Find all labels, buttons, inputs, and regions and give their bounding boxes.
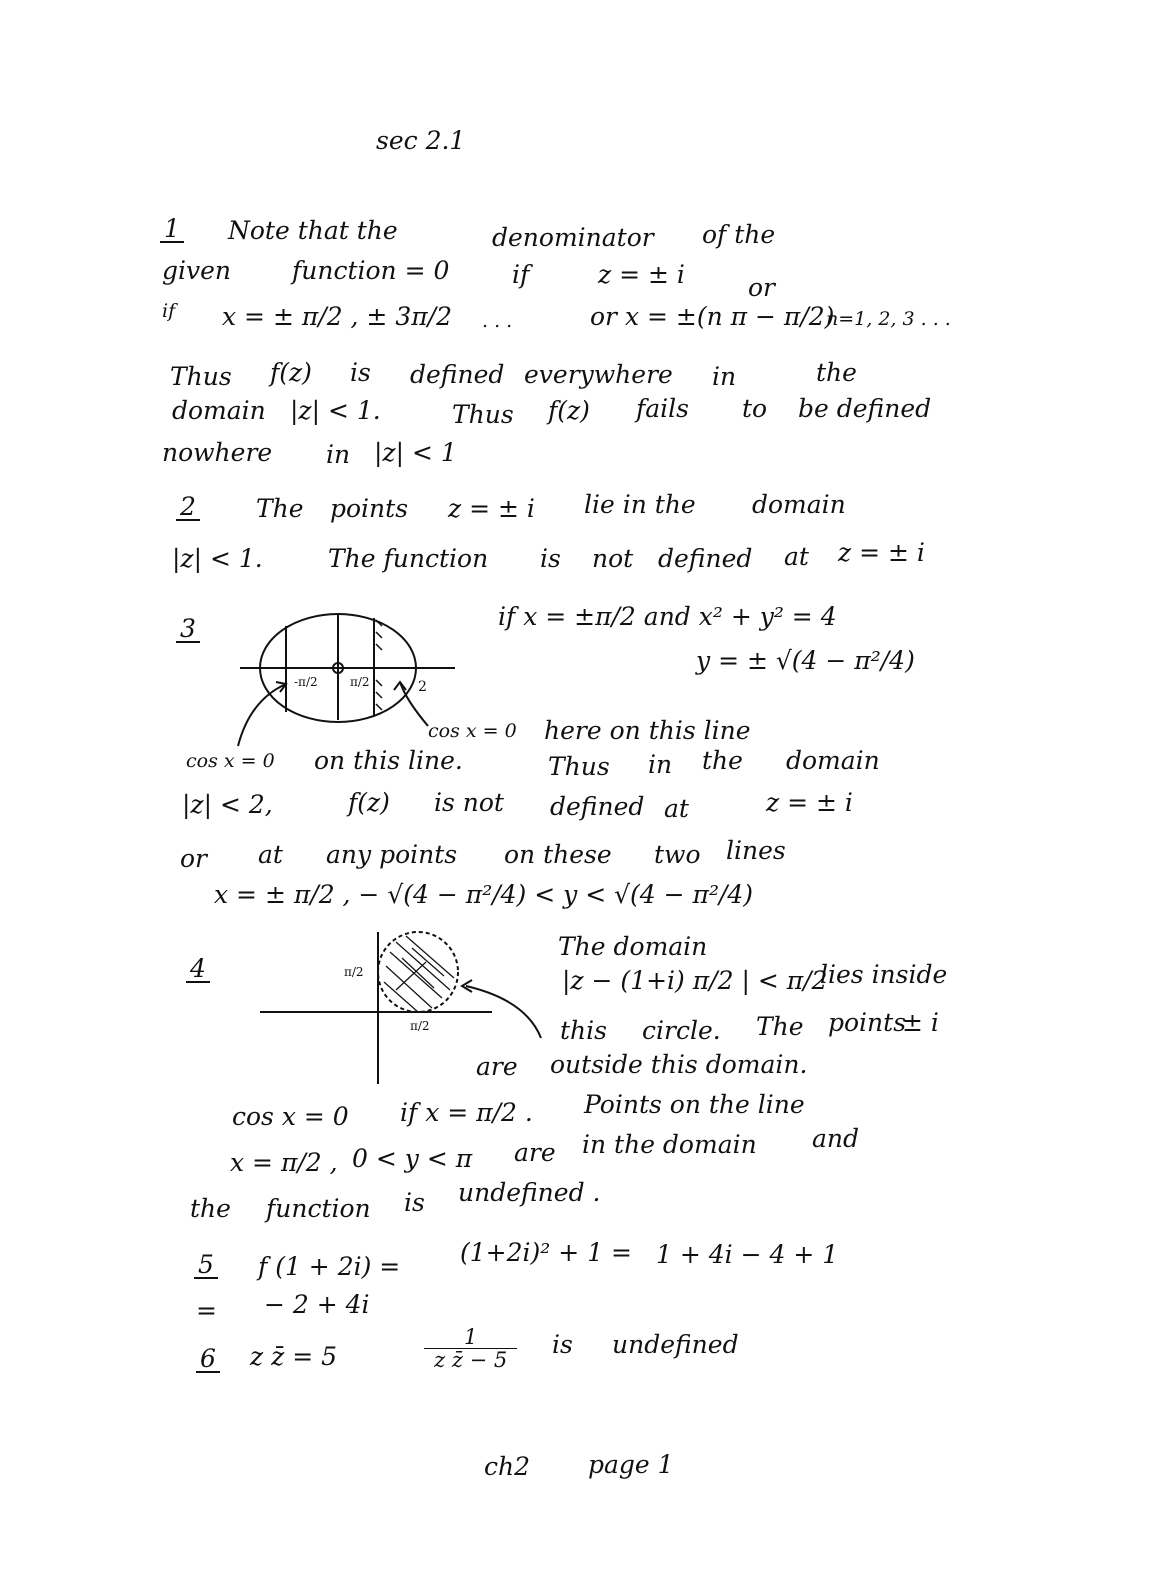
p1-text: . . . (482, 310, 513, 332)
p1-text: x = ± π/2 , ± 3π/2 (222, 302, 452, 331)
problem-6-number: 6 (196, 1346, 220, 1373)
p1-text: if (512, 260, 530, 289)
fig-label-x-pi-half: π/2 (410, 1019, 430, 1033)
p4-text: function (266, 1194, 371, 1223)
p3-text: z = ± i (766, 788, 853, 817)
p1-text: domain (172, 396, 266, 425)
p6-text: is (552, 1330, 573, 1359)
p6-equation: z z̄ = 5 (250, 1342, 338, 1371)
p4-domain-formula: |z − (1+i) π/2 | < π/2 (562, 966, 828, 995)
p2-text: defined (658, 544, 753, 573)
p3-condition: if x = ±π/2 and x² + y² = 4 (498, 602, 837, 631)
p4-text: x = π/2 , (230, 1148, 338, 1177)
p1-text: denominator (492, 223, 654, 252)
arrows-diagram (230, 670, 430, 750)
p1-text: if (162, 300, 176, 322)
p4-text: lies inside (820, 960, 948, 989)
p4-text: are (514, 1138, 556, 1167)
p1-text: f(z) (270, 358, 312, 387)
p3-text: lines (726, 836, 786, 865)
p1-text: in (712, 362, 737, 391)
p3-arrow-right-text: here on this line (544, 716, 751, 745)
p1-text: f(z) (548, 396, 590, 425)
p3-text: the (702, 746, 743, 775)
p5-text: − 2 + 4i (264, 1290, 370, 1319)
problem-2-number: 2 (176, 494, 200, 521)
p1-text: nowhere (162, 438, 273, 467)
p5-text: (1+2i)² + 1 = (460, 1238, 632, 1267)
right-arrow-head (394, 682, 406, 690)
p1-text: Thus (452, 400, 514, 429)
fig-label-neg-pi-half: -π/2 (294, 675, 318, 689)
p5-text: f (1 + 2i) = (258, 1252, 401, 1281)
p1-text: Note that the (228, 216, 398, 245)
p2-text: |z| < 1. (172, 544, 263, 573)
fig-label-pi-half: π/2 (350, 675, 370, 689)
problem-3-number: 3 (176, 616, 200, 643)
left-arrow-line (238, 684, 286, 746)
p3-text: f(z) (348, 788, 390, 817)
p4-text: the (190, 1194, 231, 1223)
p1-text: the (816, 358, 857, 387)
p1-text: to (742, 394, 768, 423)
fig-label-radius: 2 (418, 679, 427, 695)
p1-text: function = 0 (292, 256, 450, 285)
footer-page-number: page 1 (588, 1450, 674, 1479)
p3-inequality: x = ± π/2 , − √(4 − π²/4) < y < √(4 − π²/4) (214, 880, 754, 909)
p1-text: defined (410, 360, 505, 389)
p2-text: not (592, 544, 634, 573)
section-header: sec 2.1 (376, 126, 466, 155)
p2-text: points (330, 494, 409, 523)
p3-y-solution: y = ± √(4 − π²/4) (696, 646, 915, 675)
footer-chapter: ch2 (484, 1452, 531, 1481)
problem-1-number: 1 (160, 216, 184, 243)
p6-fraction-numerator: 1 (424, 1326, 517, 1349)
p6-fraction-denominator: z z̄ − 5 (434, 1348, 508, 1373)
p1-text: in (326, 440, 351, 469)
p3-text: two (654, 840, 701, 869)
p3-arrow-left-text: on this line. (314, 746, 463, 775)
p6-text: undefined (612, 1330, 739, 1359)
p1-text: of the (702, 220, 776, 249)
p4-text: and (812, 1124, 860, 1153)
p4-text: is (404, 1188, 425, 1217)
p4-text: 0 < y < π (352, 1144, 473, 1173)
problem-5-number: 5 (194, 1252, 218, 1279)
p3-arrow-left-label: cos x = 0 (186, 750, 275, 772)
p4-text: in the domain (582, 1130, 757, 1159)
p1-text: or x = ±(n π − π/2) (590, 302, 835, 331)
p4-text: undefined . (458, 1178, 601, 1207)
p2-text: is (540, 544, 561, 573)
p2-text: lie in the (584, 490, 696, 519)
p5-text: 1 + 4i − 4 + 1 (656, 1240, 839, 1269)
p4-text: circle. (642, 1016, 721, 1045)
p1-text: or (748, 273, 776, 302)
p2-text: The (256, 494, 304, 523)
p4-text: The (756, 1012, 804, 1041)
p3-arrow-right-label: cos x = 0 (428, 720, 517, 742)
p4-text: are (476, 1052, 518, 1081)
p1-text: |z| < 1. (290, 396, 381, 425)
p3-text: domain (786, 746, 880, 775)
p4-text: The domain (558, 932, 708, 961)
p2-text: at (784, 542, 809, 571)
p2-text: domain (752, 490, 846, 519)
p1-text: given (162, 256, 232, 285)
p6-fraction (424, 1326, 517, 1371)
p3-text: |z| < 2, (182, 790, 273, 819)
p1-text: is (350, 358, 371, 387)
p3-text: at (664, 794, 689, 823)
problem-4-number: 4 (186, 956, 210, 983)
p4-text: points (828, 1008, 907, 1037)
p3-text: or (180, 844, 208, 873)
p4-text: if x = π/2 . (400, 1098, 533, 1127)
p1-text: z = ± i (598, 260, 685, 289)
p1-text: n=1, 2, 3 . . . (826, 308, 951, 330)
p4-text: Points on the line (584, 1090, 805, 1119)
p2-text: z = ± i (838, 538, 925, 567)
p2-text: The function (328, 544, 489, 573)
p3-text: is not (434, 788, 504, 817)
disk-shading (384, 936, 454, 1012)
p3-text: in (648, 750, 673, 779)
p2-text: z = ± i (448, 494, 535, 523)
p1-text: fails (636, 394, 689, 423)
p3-text: defined (550, 792, 645, 821)
p3-text: Thus (548, 752, 610, 781)
p4-text: outside this domain. (550, 1050, 808, 1079)
p5-text: = (196, 1296, 217, 1325)
p4-text: ± i (902, 1008, 939, 1037)
p3-text: any points (326, 840, 458, 869)
p4-text: cos x = 0 (232, 1102, 349, 1131)
p1-text: |z| < 1 (374, 438, 457, 467)
p1-text: Thus (170, 362, 232, 391)
p3-text: on these (504, 840, 612, 869)
p1-text: everywhere (524, 360, 673, 389)
p3-text: at (258, 840, 283, 869)
domain-disk (378, 932, 458, 1012)
fig-label-y-pi-half: π/2 (344, 965, 364, 979)
p1-text: be defined (798, 394, 932, 423)
p4-text: this (560, 1016, 607, 1045)
